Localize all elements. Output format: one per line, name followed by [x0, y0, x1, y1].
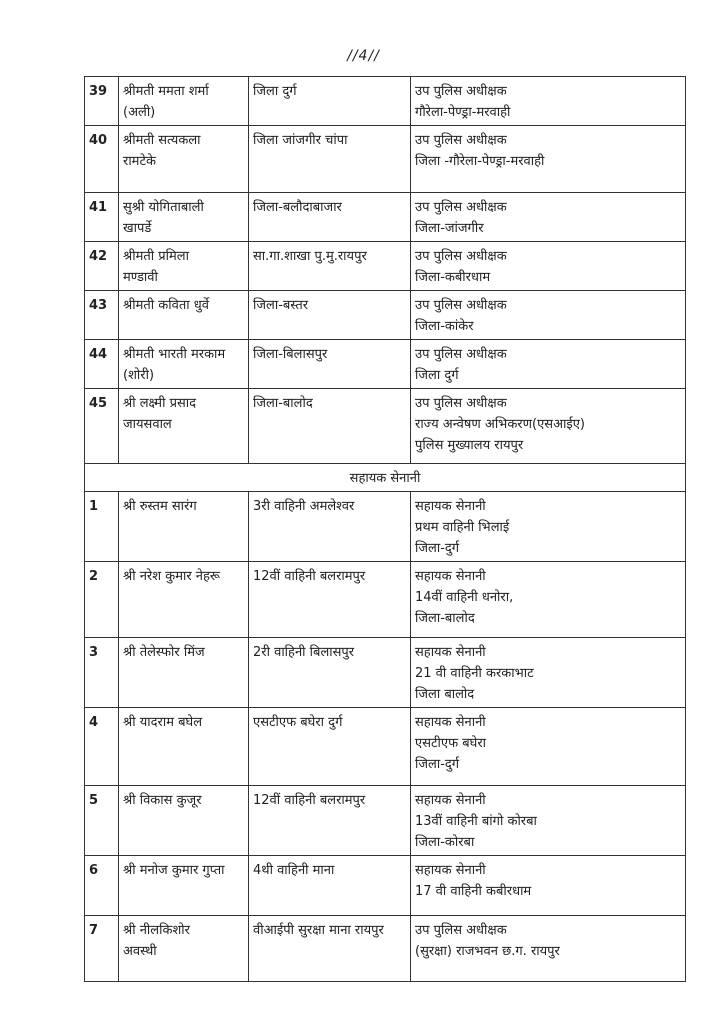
officer-name: श्रीमती भारती मरकाम (शोरी)	[119, 340, 249, 389]
officer-name: श्रीमती प्रमिला मण्डावी	[119, 242, 249, 291]
serial-number: 4	[85, 708, 119, 786]
new-posting: उप पुलिस अधीक्षक जिला-जांजगीर	[411, 193, 686, 242]
new-posting: सहायक सेनानी एसटीएफ बघेरा जिला-दुर्ग	[411, 708, 686, 786]
officer-name: श्री नरेश कुमार नेहरू	[119, 562, 249, 638]
serial-number: 7	[85, 916, 119, 982]
current-posting: जिला दुर्ग	[249, 77, 411, 126]
table-row	[85, 126, 686, 193]
new-posting: उप पुलिस अधीक्षक गौरेला-पेण्ड्रा-मरवाही	[411, 77, 686, 126]
section-heading: सहायक सेनानी	[85, 464, 686, 492]
serial-number: 39	[85, 77, 119, 126]
table-row	[85, 492, 686, 562]
new-posting: सहायक सेनानी 13वीं वाहिनी बांगो कोरबा जिला-कोरबा	[411, 786, 686, 856]
new-posting: सहायक सेनानी 17 वी वाहिनी कबीरधाम	[411, 856, 686, 916]
new-posting: उप पुलिस अधीक्षक जिला -गौरेला-पेण्ड्रा-मरवाही	[411, 126, 686, 193]
officer-name: श्रीमती ममता शर्मा (अली)	[119, 77, 249, 126]
table-row	[85, 340, 686, 389]
new-posting: सहायक सेनानी 14वीं वाहिनी धनोरा, जिला-बालोद	[411, 562, 686, 638]
table-row	[85, 562, 686, 638]
current-posting: 12वीं वाहिनी बलरामपुर	[249, 786, 411, 856]
officer-name: सुश्री योगिताबाली खापर्डे	[119, 193, 249, 242]
current-posting: जिला-बिलासपुर	[249, 340, 411, 389]
table-row	[85, 389, 686, 464]
dsp-rows	[85, 77, 686, 464]
serial-number: 6	[85, 856, 119, 916]
new-posting: उप पुलिस अधीक्षक राज्य अन्वेषण अभिकरण(एसआईए) पुलिस मुख्यालय रायपुर	[411, 389, 686, 464]
serial-number: 2	[85, 562, 119, 638]
current-posting: एसटीएफ बघेरा दुर्ग	[249, 708, 411, 786]
new-posting: उप पुलिस अधीक्षक (सुरक्षा) राजभवन छ.ग. रायपुर	[411, 916, 686, 982]
new-posting: सहायक सेनानी प्रथम वाहिनी भिलाई जिला-दुर्ग	[411, 492, 686, 562]
section-heading-row	[85, 464, 686, 492]
current-posting: जिला-बालोद	[249, 389, 411, 464]
table-row	[85, 242, 686, 291]
officer-name: श्री विकास कुजूर	[119, 786, 249, 856]
serial-number: 5	[85, 786, 119, 856]
serial-number: 42	[85, 242, 119, 291]
posting-table	[84, 76, 686, 982]
officer-name: श्रीमती सत्यकला रामटेके	[119, 126, 249, 193]
officer-name: श्रीमती कविता धुर्वे	[119, 291, 249, 340]
current-posting: जिला-बलौदाबाजार	[249, 193, 411, 242]
table-row	[85, 291, 686, 340]
serial-number: 1	[85, 492, 119, 562]
serial-number: 41	[85, 193, 119, 242]
officer-name: श्री लक्ष्मी प्रसाद जायसवाल	[119, 389, 249, 464]
new-posting: उप पुलिस अधीक्षक जिला-कबीरधाम	[411, 242, 686, 291]
new-posting: उप पुलिस अधीक्षक जिला दुर्ग	[411, 340, 686, 389]
current-posting: वीआईपी सुरक्षा माना रायपुर	[249, 916, 411, 982]
officer-name: श्री तेलेस्फोर मिंज	[119, 638, 249, 708]
section-heading-group	[85, 464, 686, 492]
current-posting: सा.गा.शाखा पु.मु.रायपुर	[249, 242, 411, 291]
current-posting: 3री वाहिनी अमलेश्वर	[249, 492, 411, 562]
page-number: //4//	[347, 48, 380, 64]
table-row	[85, 77, 686, 126]
officer-name: श्री रुस्तम सारंग	[119, 492, 249, 562]
table-row	[85, 708, 686, 786]
current-posting: जिला जांजगीर चांपा	[249, 126, 411, 193]
current-posting: जिला-बस्तर	[249, 291, 411, 340]
table-row	[85, 856, 686, 916]
table-row	[85, 786, 686, 856]
serial-number: 40	[85, 126, 119, 193]
serial-number: 3	[85, 638, 119, 708]
serial-number: 44	[85, 340, 119, 389]
current-posting: 4थी वाहिनी माना	[249, 856, 411, 916]
table-row	[85, 193, 686, 242]
new-posting: सहायक सेनानी 21 वी वाहिनी करकाभाट जिला बालोद	[411, 638, 686, 708]
serial-number: 43	[85, 291, 119, 340]
table-row	[85, 916, 686, 982]
serial-number: 45	[85, 389, 119, 464]
current-posting: 12वीं वाहिनी बलरामपुर	[249, 562, 411, 638]
table-row	[85, 638, 686, 708]
assistant-commandant-rows	[85, 492, 686, 982]
officer-name: श्री नीलकिशोर अवस्थी	[119, 916, 249, 982]
officer-name: श्री मनोज कुमार गुप्ता	[119, 856, 249, 916]
current-posting: 2री वाहिनी बिलासपुर	[249, 638, 411, 708]
officer-name: श्री यादराम बघेल	[119, 708, 249, 786]
new-posting: उप पुलिस अधीक्षक जिला-कांकेर	[411, 291, 686, 340]
